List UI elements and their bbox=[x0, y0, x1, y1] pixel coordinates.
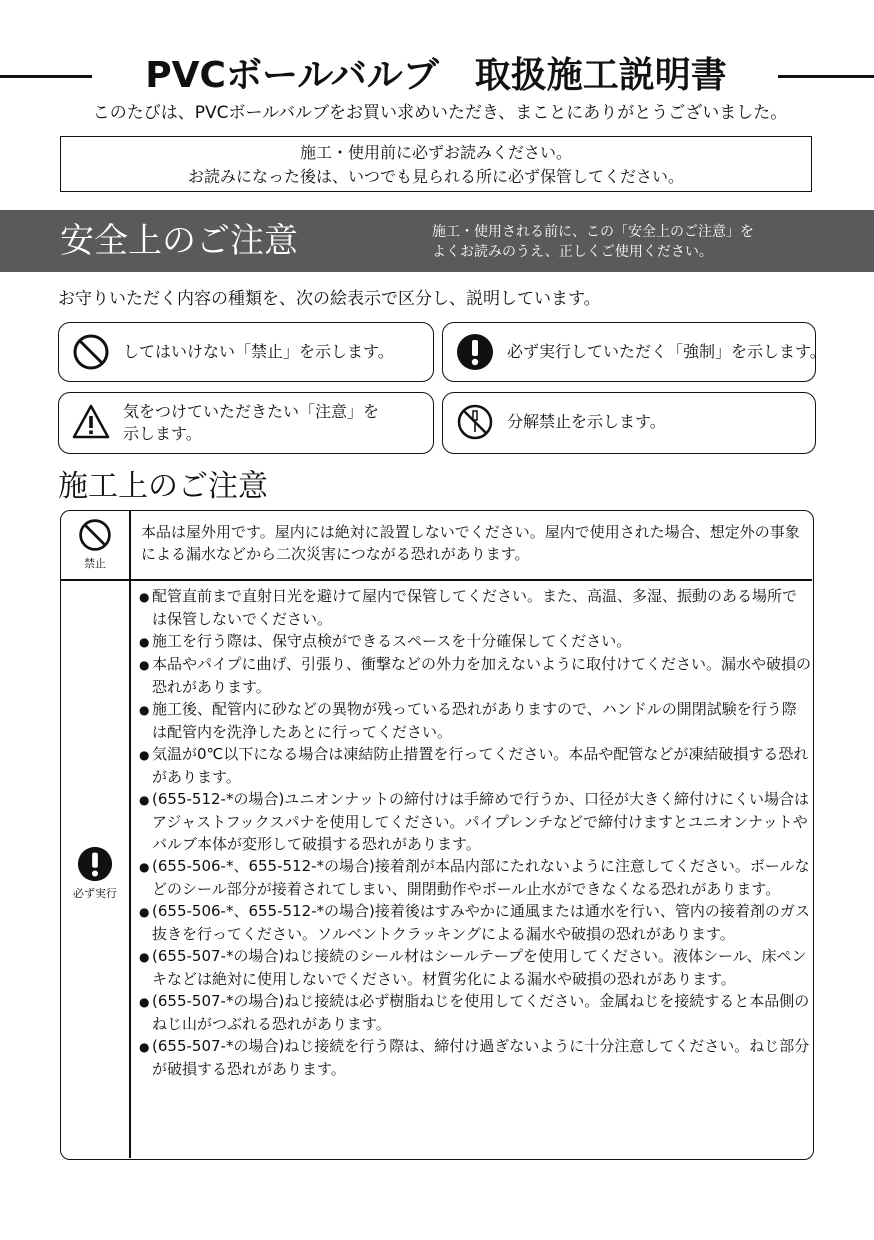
mandatory-items-list bbox=[139, 585, 811, 1080]
safety-banner bbox=[0, 210, 874, 272]
mandatory-label: 必ず実行 bbox=[73, 887, 117, 900]
safety-banner-subtitle-line-1: 施工・使用される前に、この「安全上のご注意」を bbox=[432, 224, 754, 240]
row-divider bbox=[61, 579, 812, 581]
mandatory-item: ● (655-507-*の場合)ねじ接続のシール材はシールテープを使用してください。液体シール、床ペンキなどは絶対に使用しないでください。材質劣化による漏水や破損の恐れがあります。 bbox=[139, 945, 811, 990]
prohibit-icon bbox=[77, 517, 113, 553]
mandatory-item: ● 本品やパイプに曲げ、引張り、衝撃などの外力を加えないように取付けてください。漏水や破損の恐れがあります。 bbox=[139, 653, 811, 698]
mandatory-item: ● (655-506-*、655-512-*の場合)接着剤が本品内部にたれないように注意してください。ボールなどのシール部分が接着されてしまい、開閉動作やボール止水ができなくなる恐れがあります。 bbox=[139, 855, 811, 900]
safety-banner-subtitle-line-2: よくお読みのうえ、正しくご使用ください。 bbox=[432, 244, 713, 260]
title-rule-left bbox=[0, 75, 92, 78]
thanks-message: このたびは、PVCボールバルブをお買い求めいただき、まことにありがとうございました。 bbox=[92, 103, 788, 123]
legend-mandatory bbox=[442, 322, 826, 382]
title-rule-right bbox=[778, 75, 874, 78]
construction-precautions-table bbox=[60, 510, 814, 1160]
legend-caution bbox=[58, 392, 434, 454]
notice-line-1: 施工・使用前に必ずお読みください。 bbox=[299, 143, 572, 162]
prohibit-label: 禁止 bbox=[84, 557, 106, 570]
title-area bbox=[0, 48, 874, 104]
mandatory-item: ● 施工後、配管内に砂などの異物が残っている恐れがありますので、ハンドルの開閉試験を行う際は配管内を洗浄したあとに行ってください。 bbox=[139, 698, 811, 743]
mandatory-row-icon-cell bbox=[61, 845, 129, 901]
mandatory-icon bbox=[455, 332, 495, 372]
legend-caution-text bbox=[123, 401, 379, 445]
legend-caution-line-1: 気をつけていただきたい「注意」を bbox=[123, 402, 380, 421]
legend-no-disassembly-text: 分解禁止を示します。 bbox=[507, 412, 666, 431]
legend-intro: お守りいただく内容の種類を、次の絵表示で区分し、説明しています。 bbox=[58, 289, 601, 309]
legend-mandatory-text: 必ず実行していただく「強制」を示します。 bbox=[507, 342, 826, 361]
mandatory-item: ● 施工を行う際は、保守点検ができるスペースを十分確保してください。 bbox=[139, 630, 811, 653]
mandatory-icon bbox=[76, 845, 114, 883]
page-title: PVCボールバルブ 取扱施工説明書 bbox=[145, 55, 727, 96]
no-disassembly-icon bbox=[455, 402, 495, 442]
read-before-use-notice bbox=[60, 136, 812, 192]
notice-line-2: お読みになった後は、いつでも見られる所に必ず保管してください。 bbox=[187, 167, 684, 186]
caution-icon bbox=[71, 402, 111, 442]
legend-caution-line-2: 示します。 bbox=[123, 424, 202, 443]
prohibit-row-text: 本品は屋外用です。屋内には絶対に設置しないでください。屋内で使用された場合、想定外の事象による漏水などから二次災害につながる恐れがあります。 bbox=[141, 523, 800, 563]
prohibit-row-icon-cell bbox=[61, 517, 129, 571]
column-divider bbox=[129, 511, 131, 1158]
mandatory-item: ● (655-512-*の場合)ユニオンナットの締付けは手締めで行うか、口径が大きく締付けにくい場合はアジャストフックスパナを使用してください。パイプレンチなどで締付けますとユニオンナットやバルブ本体が変形して破損する恐れがあります。 bbox=[139, 788, 811, 855]
prohibit-icon bbox=[71, 332, 111, 372]
safety-banner-subtitle bbox=[432, 222, 754, 262]
safety-banner-title: 安全上のご注意 bbox=[60, 221, 298, 261]
legend-no-disassembly bbox=[442, 392, 816, 454]
mandatory-item: ● (655-507-*の場合)ねじ接続は必ず樹脂ねじを使用してください。金属ねじを接続すると本品側のねじ山がつぶれる恐れがあります。 bbox=[139, 990, 811, 1035]
mandatory-item: ● 気温が0℃以下になる場合は凍結防止措置を行ってください。本品や配管などが凍結破損する恐れがあります。 bbox=[139, 743, 811, 788]
mandatory-item: ● (655-507-*の場合)ねじ接続を行う際は、締付け過ぎないように十分注意してください。ねじ部分が破損する恐れがあります。 bbox=[139, 1035, 811, 1080]
mandatory-item: ● 配管直前まで直射日光を避けて屋内で保管してください。また、高温、多湿、振動のある場所では保管しないでください。 bbox=[139, 585, 811, 630]
legend-prohibit-text: してはいけない「禁止」を示します。 bbox=[123, 342, 394, 361]
construction-heading: 施工上のご注意 bbox=[58, 469, 268, 504]
legend-prohibit bbox=[58, 322, 434, 382]
mandatory-item: ● (655-506-*、655-512-*の場合)接着後はすみやかに通風または通水を行い、管内の接着剤のガス抜きを行ってください。ソルベントクラッキングによる漏水や破損の恐れがあります。 bbox=[139, 900, 811, 945]
